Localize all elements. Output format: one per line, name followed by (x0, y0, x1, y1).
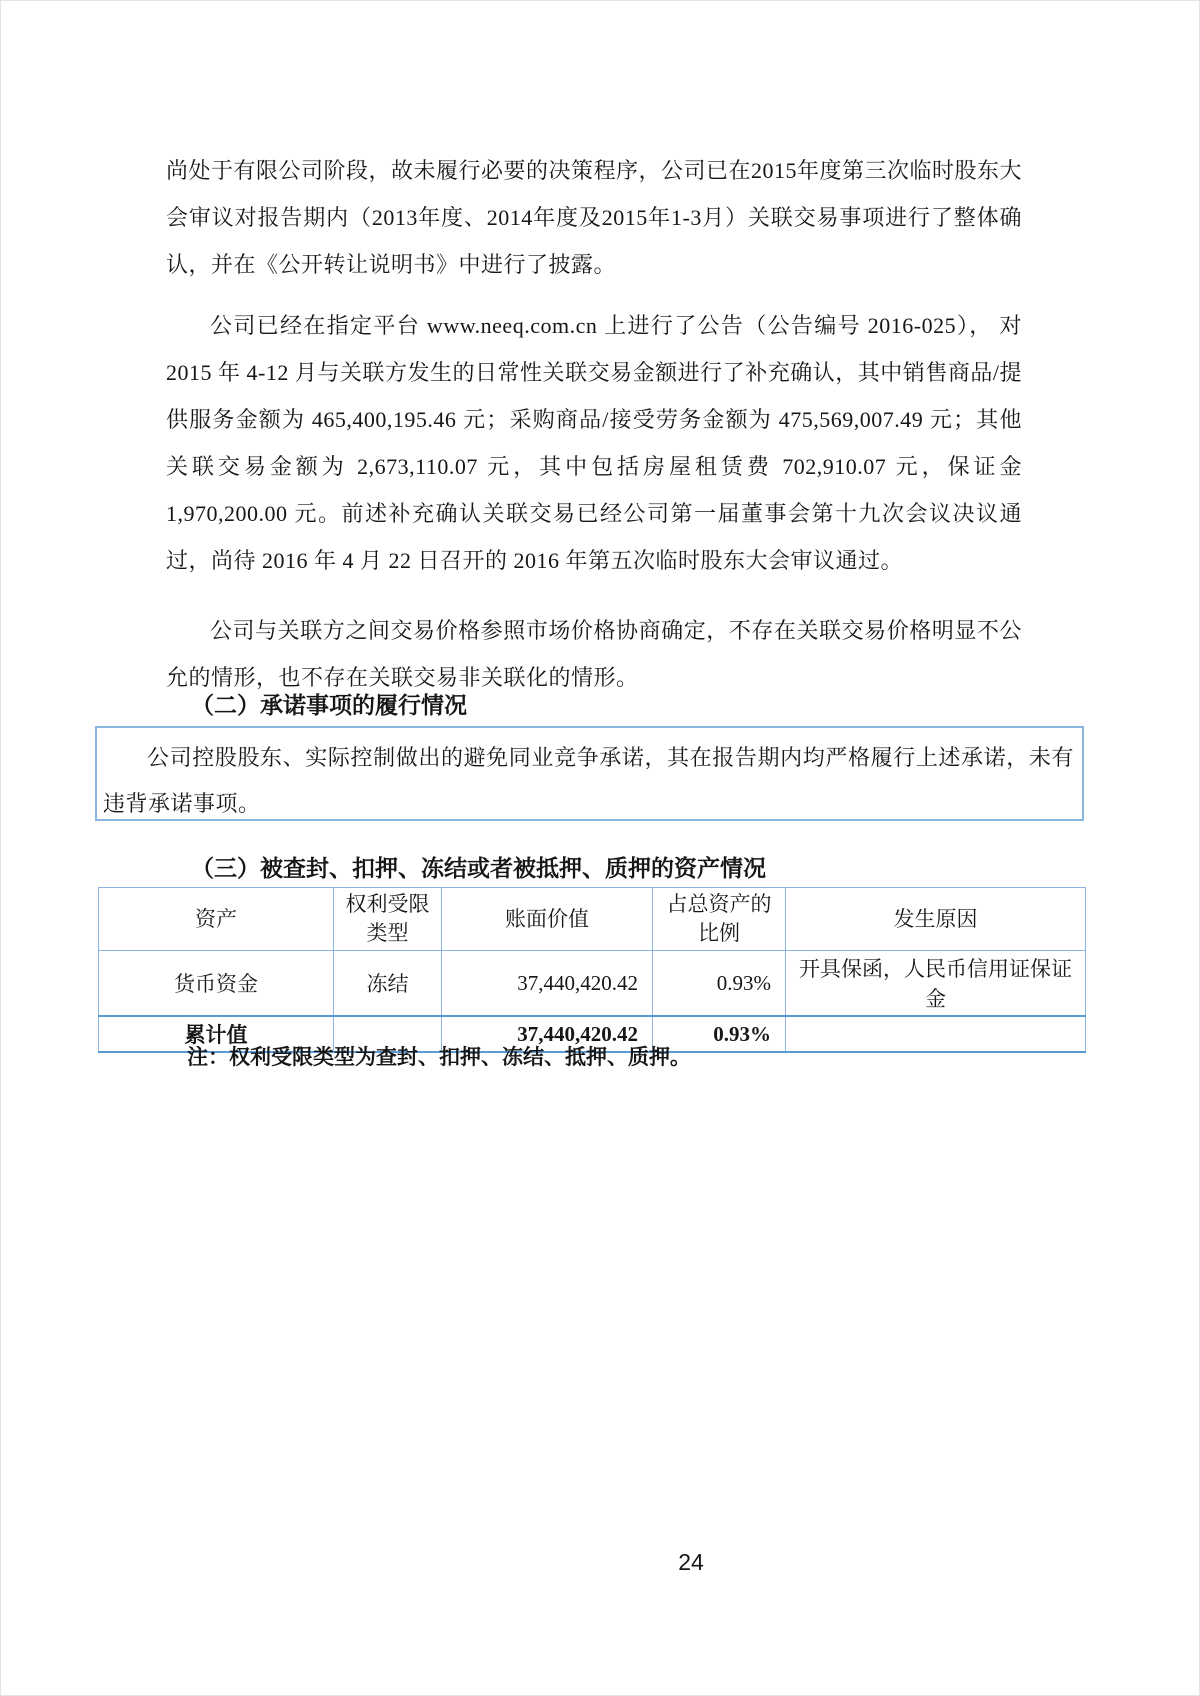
col-header-reason: 发生原因 (786, 888, 1086, 951)
col-header-ratio: 占总资产的比例 (653, 888, 786, 951)
table-note: 注：权利受限类型为查封、扣押、冻结、抵押、质押。 (187, 1045, 691, 1069)
cell-reason: 开具保函，人民币信用证保证金 (786, 951, 1086, 1017)
cell-ratio: 0.93% (653, 951, 786, 1017)
page-number: 24 (678, 1549, 704, 1575)
cell-total-label: 累计值 (99, 1016, 334, 1052)
cell-total-reason (786, 1016, 1086, 1052)
cell-restriction-type: 冻结 (334, 951, 442, 1017)
col-header-restriction-type: 权利受限类型 (334, 888, 442, 951)
paragraph-announcement-amounts: 公司已经在指定平台 www.neeq.com.cn 上进行了公告（公告编号 2016-025）， 对 2015 年 4-12 月与关联方发生的日常性关联交易金额进行了补充确认，其中销售商品/提供服务金额为 465,400,195.46 元；采购商品/接受劳务金额为 475,569,007.49 元；其他关联交易金额为 2,673,110.07 元，其中包括房屋租赁费 702,910.07 元，保证金 1,970,200.00 元。前述补充确认关联交易已经公司第一届董事会第十九次会议决议通过，尚待 2016 年 4 月 22 日召开的 2016 年第五次临时股东大会审议通过。 (166, 313, 1022, 573)
cell-total-book-value: 37,440,420.42 (442, 1016, 653, 1052)
commitment-box-text: 公司控股股东、实际控制做出的避免同业竞争承诺，其在报告期内均严格履行上述承诺，未有违背承诺事项。 (103, 745, 1074, 816)
table-row-monetary-funds (99, 951, 1086, 1017)
table-header-row (99, 888, 1086, 951)
section-heading-restricted-assets: （三）被查封、扣押、冻结或者被抵押、质押的资产情况 (191, 856, 766, 881)
cell-book-value: 37,440,420.42 (442, 951, 653, 1017)
paragraph-related-transactions-confirmation: 尚处于有限公司阶段，故未履行必要的决策程序，公司已在2015年度第三次临时股东大会审议对报告期内（2013年度、2014年度及2015年1-3月）关联交易事项进行了整体确认，并在《公开转让说明书》中进行了披露。 (166, 158, 1023, 277)
cell-asset: 货币资金 (99, 951, 334, 1017)
commitment-box (95, 726, 1084, 821)
col-header-asset: 资产 (99, 888, 334, 951)
section-heading-commitments: （二）承诺事项的履行情况 (191, 693, 467, 718)
paragraph-pricing-fairness: 公司与关联方之间交易价格参照市场价格协商确定，不存在关联交易价格明显不公允的情形，也不存在关联交易非关联化的情形。 (166, 618, 1022, 690)
restricted-assets-table (98, 887, 1086, 1053)
col-header-book-value: 账面价值 (442, 888, 653, 951)
cell-total-ratio: 0.93% (653, 1016, 786, 1052)
